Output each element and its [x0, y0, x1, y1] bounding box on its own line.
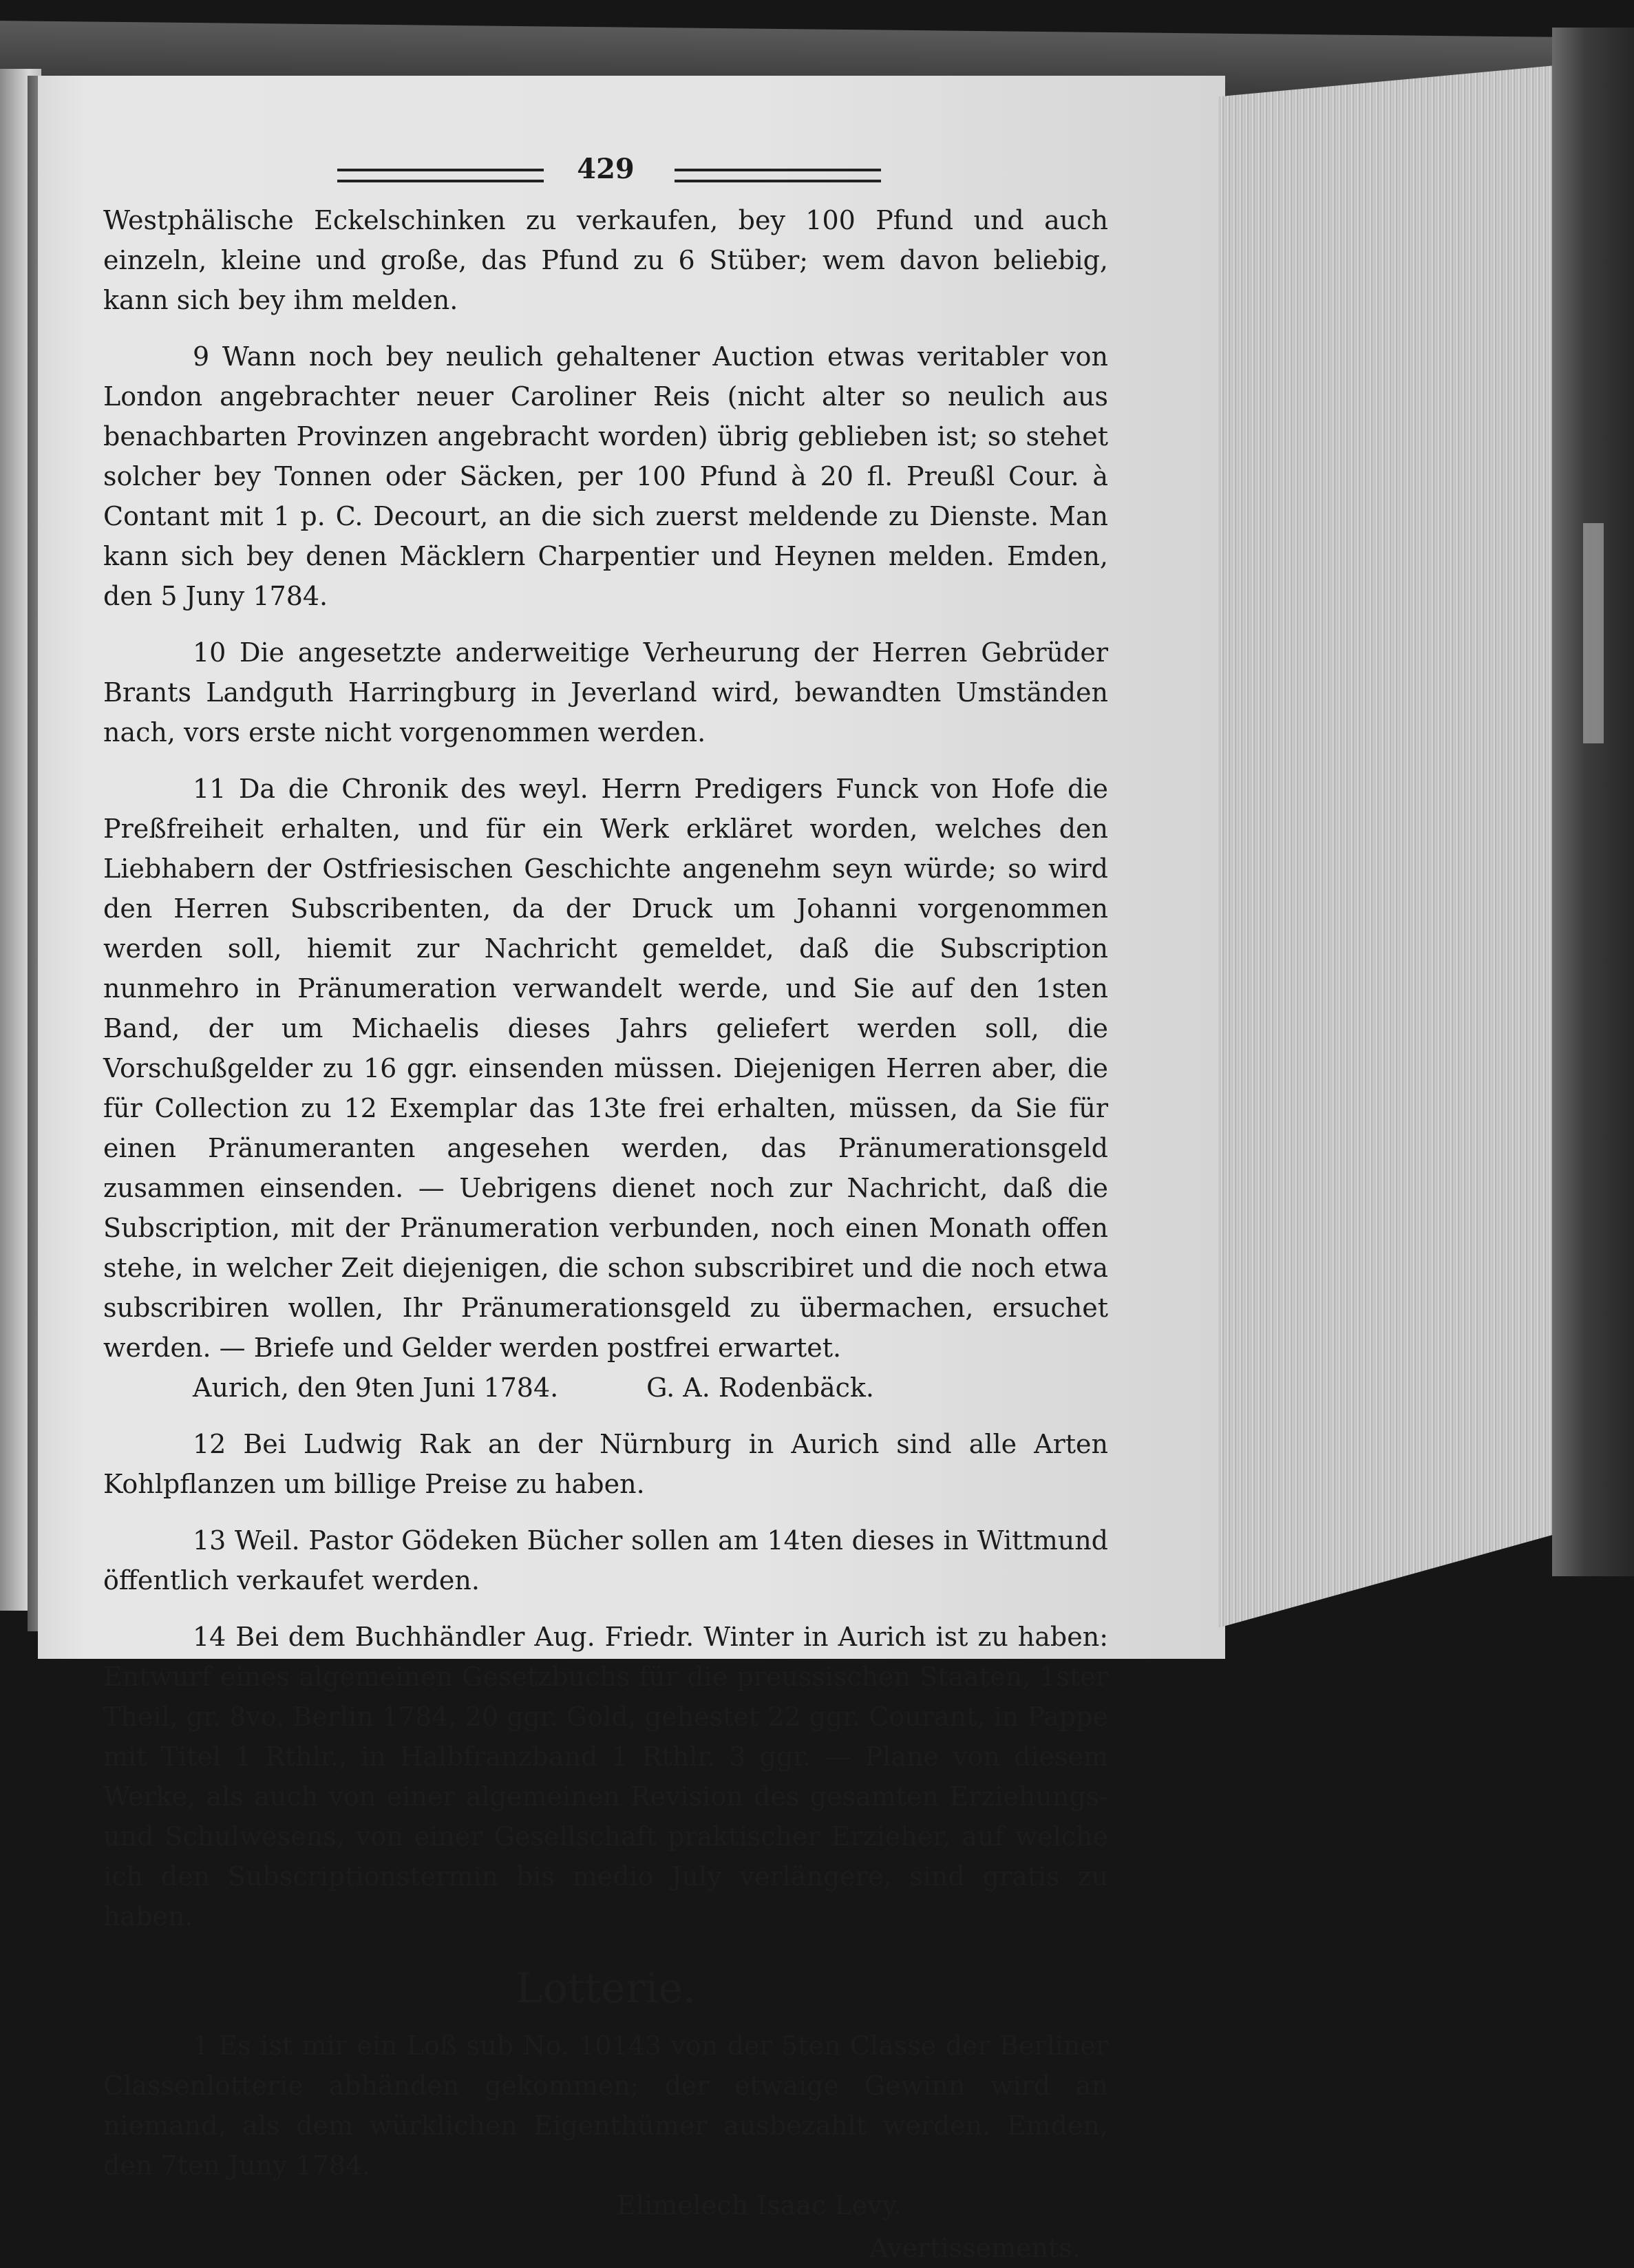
section-heading: Lotterie. [515, 1964, 697, 2013]
lottery-entry: 1 Es ist mir ein Loß sub No. 10143 von der 5ten Classe der Berliner Classenlotterie abhänden gekommen; der etwaige Gewinn wird an niemand, als dem würklichen Eigenthümer ausbezahlt werden. Emden, den 7ten Juny 1784. [103, 2031, 1108, 2181]
entry-10: 10 Die angesetzte anderweitige Verheurung der Herren Gebrüder Brants Landguth Harringburg in Jeverland wird, bewandten Umständen nach, vors erste nicht vorgenommen werden. [103, 637, 1108, 748]
entry-11-signature [103, 1368, 1108, 1408]
entry-9: 9 Wann noch bey neulich gehaltener Auction etwas veritabler von London angebrachter neuer Caroliner Reis (nicht alter so neulich aus benachbarten Provinzen angebracht worden) übrig geblieben ist; so stehet solcher bey Tonnen oder Säcken, per 100 Pfund à 20 fl. Preußl Cour. à Contant mit 1 p. C. Decourt, an die sich zuerst meldende zu Dienste. Man kann sich bey denen Mäcklern Charpentier und Heynen melden. Emden, den 5 Juny 1784. [103, 341, 1108, 611]
page-text [103, 148, 1108, 2268]
page-header [103, 148, 1108, 196]
entry-11: 11 Da die Chronik des weyl. Herrn Predigers Funck von Hofe die Preßfreiheit erhalten, und für ein Werk erkläret worden, welches den Liebhabern der Ostfriesischen Geschichte angenehm seyn würde; so wird den Herren Subscribenten, da der Druck um Johanni vorgenommen werden soll, hiemit zur Nachricht gemeldet, daß die Subscription nunmehro in Pränumeration verwandelt werde, und Sie auf den 1sten Band, der um Michaelis dieses Jahrs geliefert werden soll, die Vorschußgelder zu 16 ggr. einsenden müssen. Diejenigen Herren aber, die für Collection zu 12 Exemplar das 13te frei erhalten, müssen, da Sie für einen Pränumeranten angesehen werden, das Pränumerationsgeld zusammen einsenden. — Uebrigens dienet noch zur Nachricht, daß die Subscription, mit der Pränumeration verbunden, noch einen Monath offen stehe, in welcher Zeit diejenigen, die schon subscribiret und die noch etwa subscribiren wollen, Ihr Pränumerationsgeld zu übermachen, ersuchet werden. — Briefe und Gelder werden postfrei erwartet. [103, 774, 1108, 1363]
header-rule-right [675, 169, 881, 182]
book-board-right [1552, 28, 1634, 1576]
lottery-signature: Elimelech Isaac Levy. [617, 2190, 902, 2221]
page-block-fore-edge [1218, 65, 1556, 1628]
entry-12: 12 Bei Ludwig Rak an der Nürnburg in Aurich sind alle Arten Kohlpflanzen um billige Preise zu haben. [103, 1429, 1108, 1499]
page-number: 429 [577, 153, 635, 185]
catchword: Avertissements. [869, 2233, 1081, 2263]
entry-continuation: Westphälische Eckelschinken zu verkaufen, bey 100 Pfund und auch einzeln, kleine und große, das Pfund zu 6 Stüber; wem davon beliebig, kann sich bey ihm melden. [103, 205, 1108, 315]
entry-14: 14 Bei dem Buchhändler Aug. Friedr. Winter in Aurich ist zu haben: Entwurf eines algemeinen Gesetzbuchs für die preussischen Staaten, 1ster Theil, gr. 8vo. Berlin 1784, 20 ggr. Gold, gehestet 22 ggr. Courant, in Pappe mit Titel 1 Rthlr., in Halbfranzband 1 Rthlr. 3 ggr. — Plane von diesem Werke, als auch von einer algemeinen Revision des gesamten Erziehungs- und Schulwesens, von einer Gesellschaft praktischer Erzieher, auf welche ich den Subscriptionstermin bis medio July verlängere, sind gratis zu haben. [103, 1622, 1108, 1931]
signature-place-date: Aurich, den 9ten Juni 1784. [193, 1373, 559, 1403]
signature-name: G. A. Rodenbäck. [646, 1373, 874, 1403]
entry-13: 13 Weil. Pastor Gödeken Bücher sollen am 14ten dieses in Wittmund öffentlich verkaufet werden. [103, 1525, 1108, 1596]
header-rule-left [337, 169, 544, 182]
board-wear-mark [1583, 523, 1604, 743]
